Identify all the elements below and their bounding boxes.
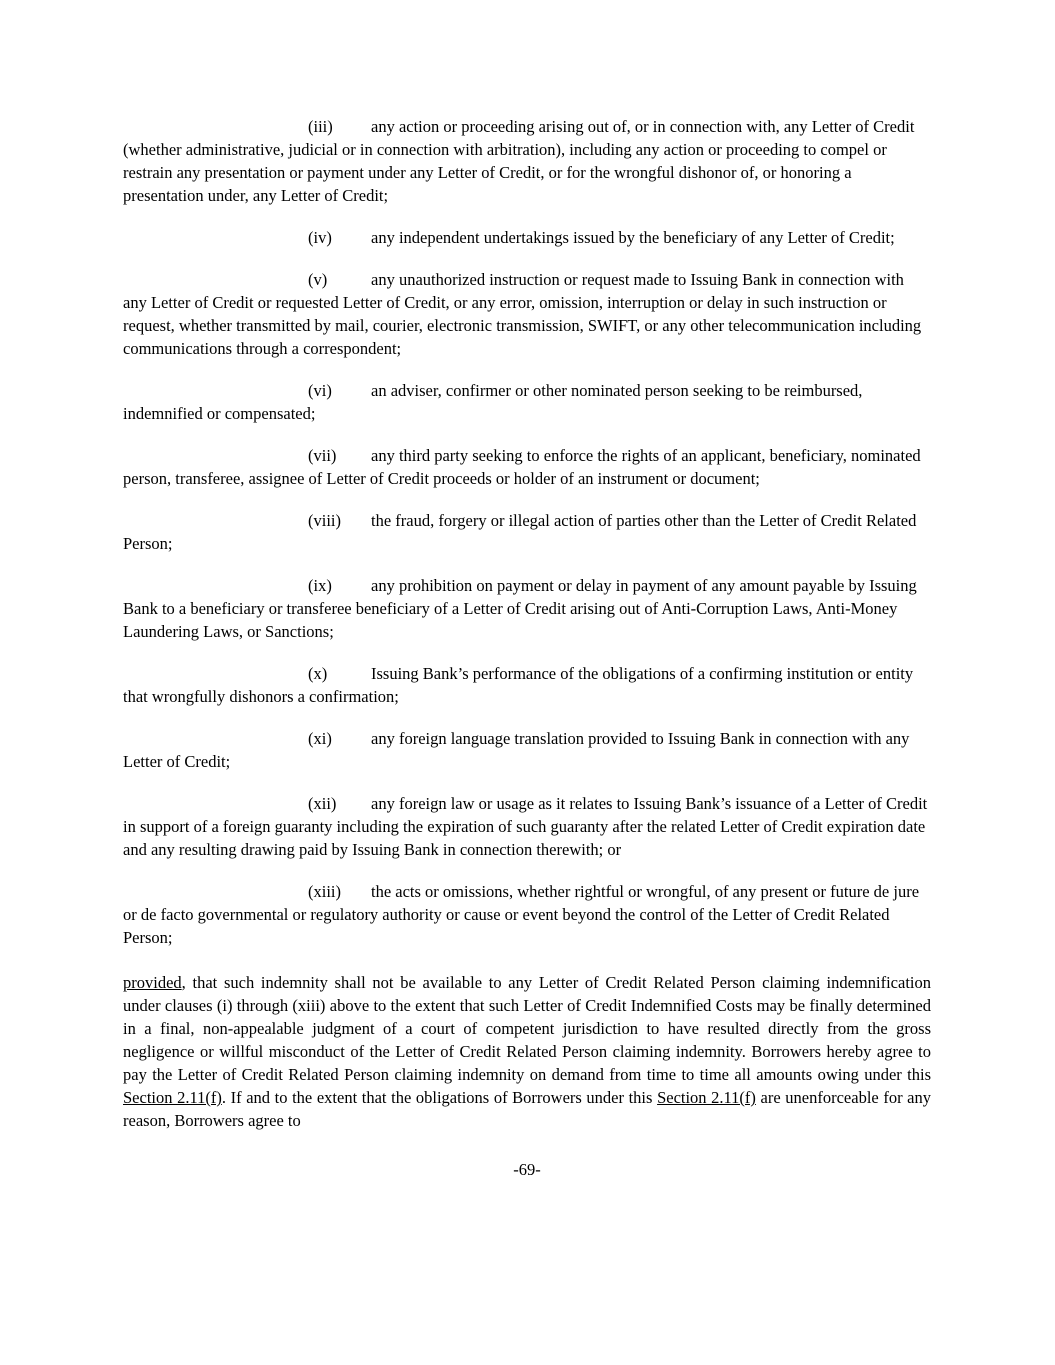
closing-paragraph bbox=[123, 971, 931, 1132]
clause-number: (x) bbox=[308, 664, 328, 683]
section-reference: Section 2.11(f) bbox=[657, 1088, 756, 1107]
page-number: -69- bbox=[513, 1160, 541, 1179]
clause-paragraph-xiii bbox=[123, 880, 931, 949]
clause-paragraph-xii bbox=[123, 792, 931, 861]
closing-text-segment: . If and to the extent that the obligations of Borrowers under this bbox=[221, 1088, 658, 1107]
clause-text: the acts or omissions, whether rightful or wrongful, of any present or future de jure or de facto governmental or regulatory authority or cause or event beyond the control of the Letter of Credit Related Person; bbox=[123, 882, 920, 947]
clause-number: (v) bbox=[308, 270, 328, 289]
clause-number: (iii) bbox=[308, 117, 333, 136]
clause-text: any independent undertakings issued by the beneficiary of any Letter of Credit; bbox=[371, 228, 895, 247]
clause-paragraph-ix bbox=[123, 574, 931, 643]
clause-number: (ix) bbox=[308, 576, 332, 595]
clause-text: Issuing Bank’s performance of the obligations of a confirming institution or entity that wrongfully dishonors a confirmation; bbox=[123, 664, 914, 706]
clause-number: (viii) bbox=[308, 511, 341, 530]
clause-text: any foreign language translation provided to Issuing Bank in connection with any Letter of Credit; bbox=[123, 729, 910, 771]
closing-text-segment: , that such indemnity shall not be available to any Letter of Credit Related Person claiming indemnification under clauses (i) through (xiii) above to the extent that such Letter of Credit Indemnified Costs may be finally determined in a final, non-appealable judgment of a court of competent jurisdiction to have resulted directly from the gross negligence or willful misconduct of the Letter of Credit Related Person claiming indemnity. Borrowers hereby agree to pay the Letter of Credit Related Person claiming indemnity on demand from time to time all amounts owing under this bbox=[123, 973, 931, 1084]
clause-text: the fraud, forgery or illegal action of parties other than the Letter of Credit Related Person; bbox=[123, 511, 917, 553]
closing-text-segment-provided: provided bbox=[123, 973, 182, 992]
clause-text: an adviser, confirmer or other nominated person seeking to be reimbursed, indemnified or compensated; bbox=[123, 381, 863, 423]
clause-number: (iv) bbox=[308, 228, 332, 247]
section-reference: Section 2.11(f) bbox=[123, 1088, 222, 1107]
clause-paragraph-vi bbox=[123, 379, 931, 425]
clause-text: any foreign law or usage as it relates to Issuing Bank’s issuance of a Letter of Credit in support of a foreign guaranty including the expiration of such guaranty after the related Letter of Credit expiration date and any resulting drawing paid by Issuing Bank in connection therewith; or bbox=[123, 794, 928, 859]
clause-number: (xiii) bbox=[308, 882, 341, 901]
clause-paragraph-vii bbox=[123, 444, 931, 490]
closing-text-segment: are unenforceable for any reason, Borrowers agree to bbox=[123, 1088, 932, 1130]
clause-number: (xi) bbox=[308, 729, 332, 748]
clause-text: any action or proceeding arising out of, or in connection with, any Letter of Credit (whether administrative, judicial or in connection with arbitration), including any action or proceeding to compel or restrain any presentation or payment under any Letter of Credit, or for the wrongful dishonor of, or honoring a presentation under, any Letter of Credit; bbox=[123, 117, 915, 205]
clause-number: (xii) bbox=[308, 794, 337, 813]
clause-paragraph-x bbox=[123, 662, 931, 708]
clause-number: (vii) bbox=[308, 446, 337, 465]
clause-paragraph-iv bbox=[123, 226, 931, 249]
clause-text: any prohibition on payment or delay in payment of any amount payable by Issuing Bank to a beneficiary or transferee beneficiary of a Letter of Credit arising out of Anti-Corruption Laws, Anti-Money Laundering Laws, or Sanctions; bbox=[123, 576, 917, 641]
clause-paragraph-viii bbox=[123, 509, 931, 555]
clause-number: (vi) bbox=[308, 381, 332, 400]
clause-paragraph-v bbox=[123, 268, 931, 360]
clause-paragraph-iii bbox=[123, 115, 931, 207]
document-body bbox=[123, 115, 931, 1181]
clause-paragraph-xi bbox=[123, 727, 931, 773]
clause-text: any third party seeking to enforce the rights of an applicant, beneficiary, nominated person, transferee, assignee of Letter of Credit proceeds or holder of an instrument or document; bbox=[123, 446, 921, 488]
clause-text: any unauthorized instruction or request made to Issuing Bank in connection with any Letter of Credit or requested Letter of Credit, or any error, omission, interruption or delay in such instruction or request, whether transmitted by mail, courier, electronic transmission, SWIFT, or any other telecommunication including communications through a correspondent; bbox=[123, 270, 922, 358]
